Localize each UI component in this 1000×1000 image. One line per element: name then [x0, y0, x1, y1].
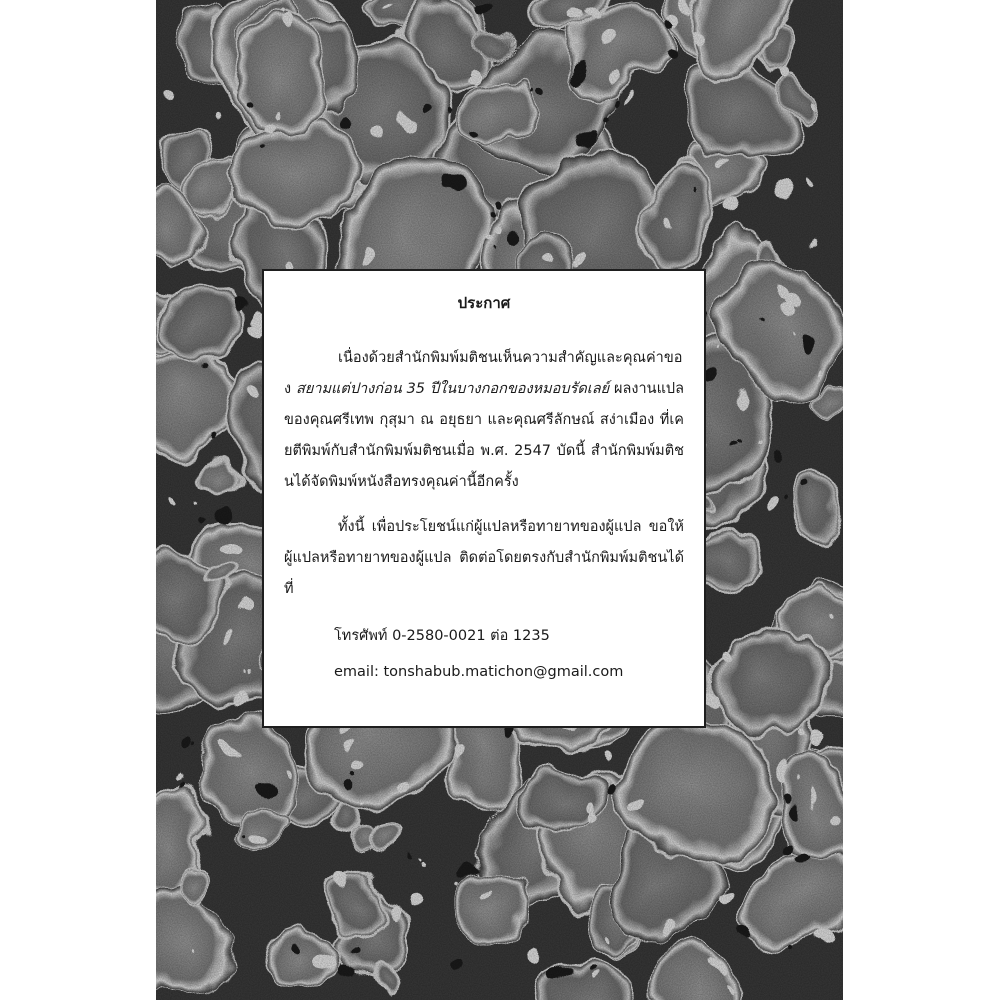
paragraph-1-rest: ผลงานแปลของคุณศรีเทพ กุสุมา ณ อยุธยา และคุณศรีลักษณ์ สง่าเมือง ที่เคยตีพิมพ์กับสำนักพิมพ์มติชนเมื่อ พ.ศ. 2547 บัดนี้ สำนักพิมพ์มติชนได้จัดพิมพ์หนังสือทรงคุณค่านี้อีกครั้ง [284, 381, 685, 490]
contact-phone: โทรศัพท์ 0-2580-0021 ต่อ 1235 [334, 628, 550, 644]
paragraph-1-lead: เนื่องด้วยสำนักพิมพ์มติชนเห็นความสำคัญและคุณค่าของ [284, 350, 683, 397]
notice-paragraph-2: ทั้งนี้ เพื่อประโยชน์แก่ผู้แปลหรือทายาทของผู้แปล ขอให้ผู้แปลหรือทายาทของผู้แปล ติดต่อโดยตรงกับสำนักพิมพ์มติชนได้ที่ [284, 519, 684, 597]
notice-box [262, 269, 706, 728]
notice-paragraph-1 [284, 343, 684, 498]
book-title: สยามแต่ปางก่อน 35 ปีในบางกอกของหมอบรัดเลย์ [296, 381, 610, 397]
contact-email: email: tonshabub.matichon@gmail.com [334, 664, 624, 680]
notice-title: ประกาศ [457, 294, 511, 312]
